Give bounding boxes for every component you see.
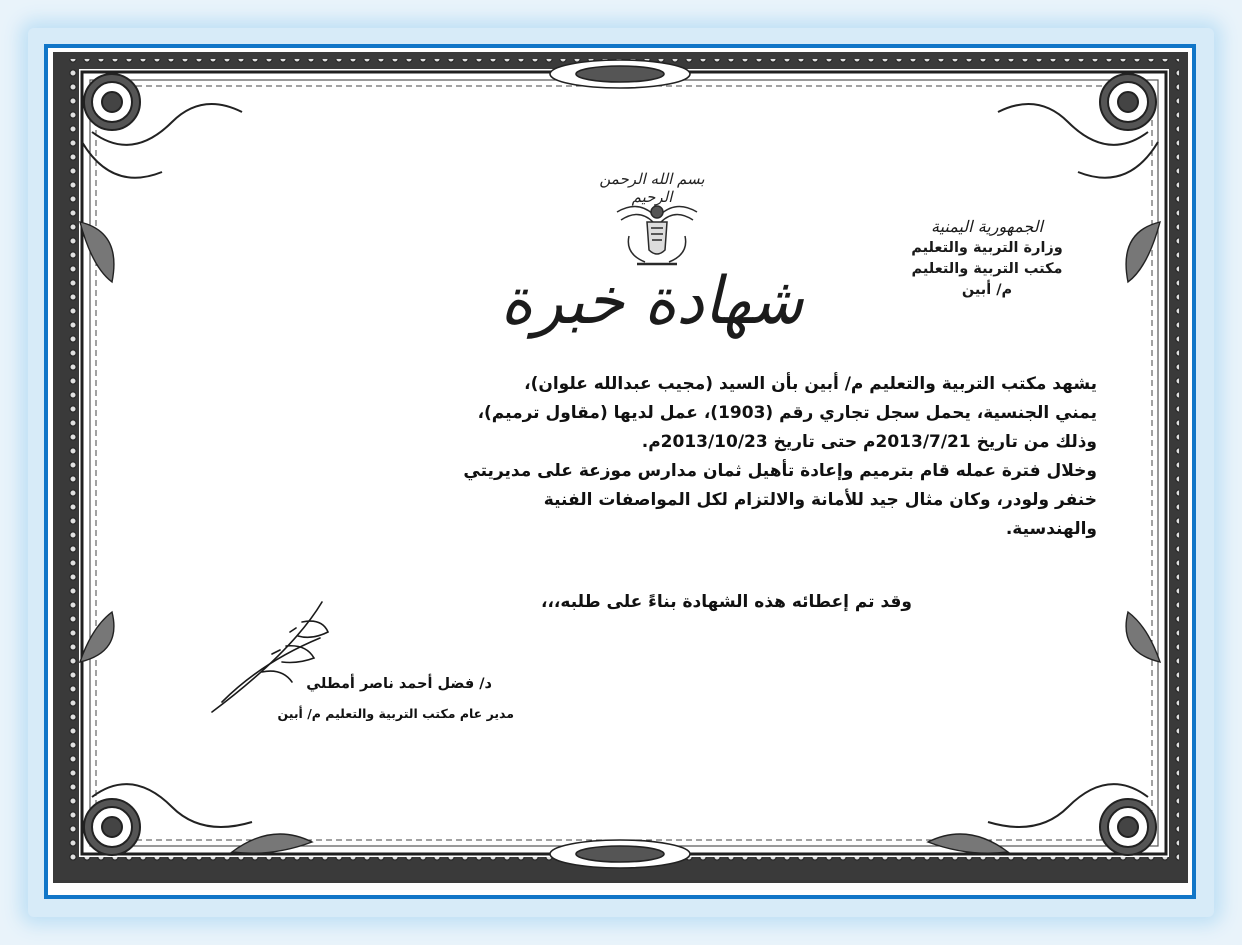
body-line: خنفر ولودر، وكان مثال جيد للأمانة والالتزام لكل المواصفات الفنية [543,490,1097,510]
country-name: الجمهورية اليمنية [930,217,1043,236]
issuer-header [882,217,1092,301]
body-line: يمني الجنسية، يحمل سجل تجاري رقم (1903)، عمل لديها (مقاول ترميم)، [477,403,1097,423]
certificate-paper [52,52,1188,891]
bismillah-text: بسم الله الرحمن الرحيم [599,170,705,206]
handwritten-signature [202,592,352,722]
signer-title: مدير عام مكتب التربية والتعليم م/ أبين [277,706,514,721]
certificate-body [217,370,1097,544]
ministry-name: وزارة التربية والتعليم [911,240,1063,256]
office-name: مكتب التربية والتعليم [911,261,1063,277]
signer-name: د/ فضل أحمد ناصر أمطلي [306,676,492,692]
body-line: وخلال فترة عمله قام بترميم وإعادة تأهيل ثمان مدارس موزعة على مديريتي [463,461,1097,481]
yemen-eagle-emblem [607,192,707,272]
certificate-title: شهادة خبرة [500,262,804,339]
body-line: وذلك من تاريخ 2013/7/21م حتى تاريخ 2013/10/23م. [641,432,1097,452]
body-line: والهندسية. [1005,519,1097,539]
body-line: يشهد مكتب التربية والتعليم م/ أبين بأن السيد (مجيب عبدالله علوان)، [524,374,1097,394]
closing-statement: وقد تم إعطائه هذه الشهادة بناءً على طلبه،،، [541,592,912,612]
governorate-name: م/ أبين [961,282,1013,298]
